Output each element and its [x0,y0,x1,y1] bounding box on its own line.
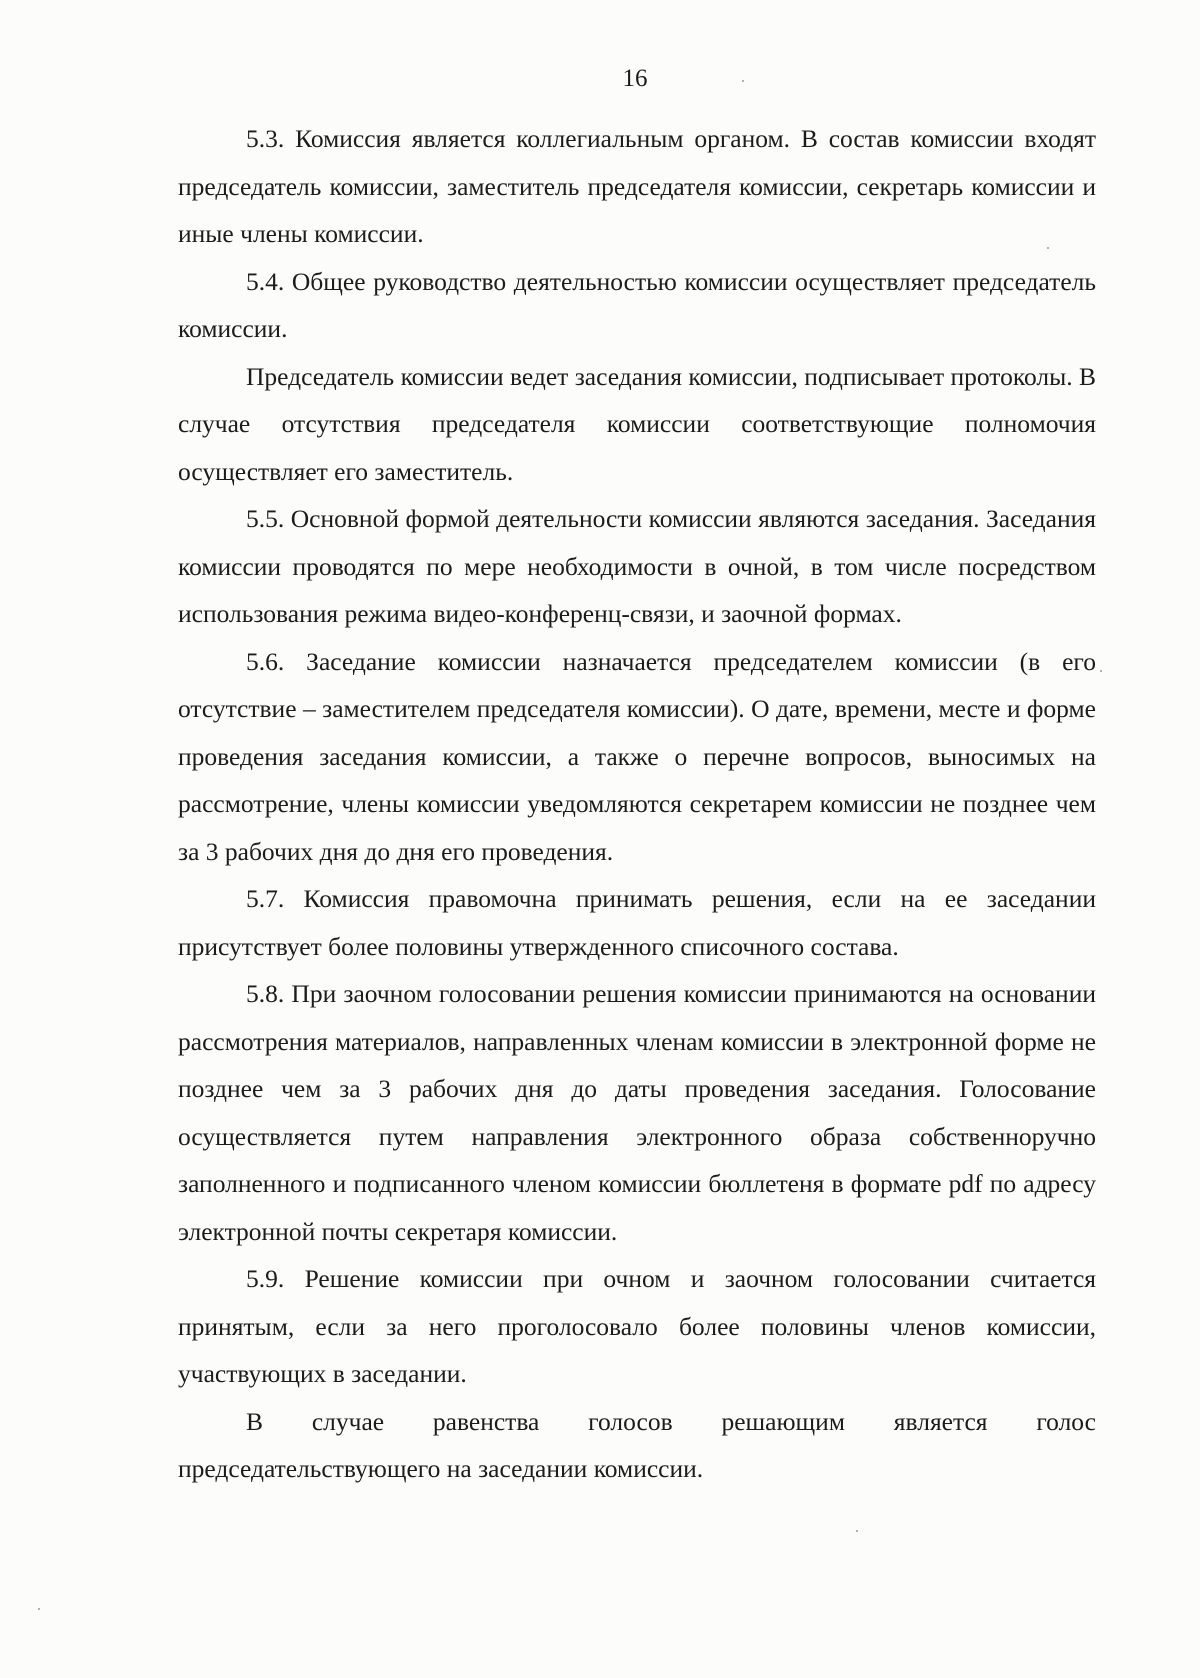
paragraph-5-8: 5.8. При заочном голосовании решения комиссии принимаются на основании рассмотрения материалов, направленных членам комиссии в электронной форме не позднее чем за 3 рабочих дня до даты проведения заседания. Голосование осуществляется путем направления электронного образа собственноручно заполненного и подписанного членом комиссии бюллетеня в формате pdf по адресу электронной почты секретаря комиссии. [178,979,1096,1246]
paragraph-5-3: 5.3. Комиссия является коллегиальным органом. В состав комиссии входят председатель комиссии, заместитель председателя комиссии, секретарь комиссии и иные члены комиссии. [178,124,1096,248]
paragraph-5-7: 5.7. Комиссия правомочна принимать решения, если на ее заседании присутствует более половины утвержденного списочного состава. [178,884,1096,961]
paragraph-5-4: 5.4. Общее руководство деятельностью комиссии осуществляет председатель комиссии. [178,266,1096,343]
document-body [178,115,1096,1493]
scan-speck [38,1608,40,1610]
paragraph-5-6: 5.6. Заседание комиссии назначается председателем комиссии (в его отсутствие – заместителем председателя комиссии). О дате, времени, месте и форме проведения заседания комиссии, а также о перечне вопросов, выносимых на рассмотрение, члены комиссии уведомляются секретарем комиссии не позднее чем за 3 рабочих дня до дня его проведения. [178,646,1096,866]
paragraph-5-5: 5.5. Основной формой деятельности комиссии являются заседания. Заседания комиссии проводятся по мере необходимости в очной, в том числе посредством использования режима видео-конференц-связи, и заочной формах. [178,504,1096,628]
paragraph-chairman-duties: Председатель комиссии ведет заседания комиссии, подписывает протоколы. В случае отсутствия председателя комиссии соответствующие полномочия осуществляет его заместитель. [178,361,1096,486]
scan-speck [1047,247,1049,249]
paragraph-tie-vote: В случае равенства голосов решающим является голос председательствующего на заседании комиссии. [178,1406,1096,1483]
scan-speck [1100,670,1102,672]
scan-speck [856,1530,858,1532]
paragraph-5-9: 5.9. Решение комиссии при очном и заочном голосовании считается принятым, если за него проголосовало более половины членов комиссии, участвующих в заседании. [178,1264,1096,1388]
scan-speck [742,80,744,82]
page-number: 16 [622,65,648,92]
